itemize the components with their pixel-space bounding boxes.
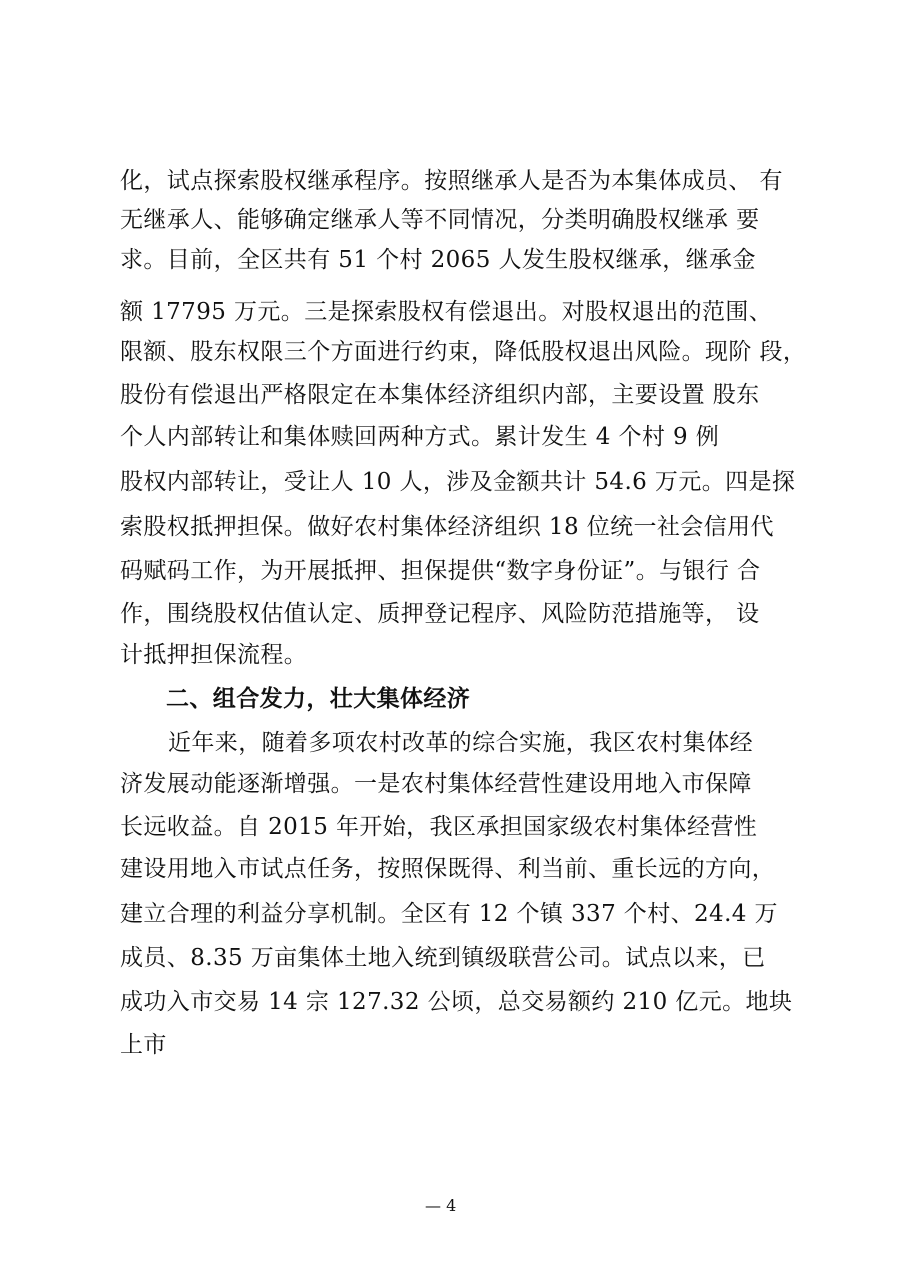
paragraph-line: 作，围绕股权估值认定、质押登记程序、风险防范措施等， 设 (120, 601, 760, 627)
paragraph-line: 成功入市交易 14 宗 127.32 公顷，总交易额约 210 亿元。地块 (120, 989, 793, 1015)
paragraph-line: 股权内部转让，受让人 10 人，涉及金额共计 54.6 万元。四是探 (120, 469, 796, 495)
section-heading: 二、组合发力，壮大集体经济 (166, 686, 471, 712)
paragraph-line: 计抵押担保流程。 (120, 642, 308, 668)
paragraph-line: 建设用地入市试点任务，按照保既得、利当前、重长远的方向， (120, 856, 776, 882)
paragraph-line: 济发展动能逐渐增强。一是农村集体经营性建设用地入市保障 (120, 771, 752, 797)
paragraph-line: 近年来，随着多项农村改革的综合实施，我区农村集体经 (168, 730, 753, 756)
paragraph-line: 个人内部转让和集体赎回两种方式。累计发生 4 个村 9 例 (120, 424, 720, 450)
paragraph-line: 上市 (120, 1032, 167, 1058)
paragraph-line: 额 17795 万元。三是探索股权有偿退出。对股权退出的范围、 (120, 299, 773, 325)
paragraph-line: 限额、股东权限三个方面进行约束，降低股权退出风险。现阶 段， (120, 339, 807, 365)
paragraph-line: 建立合理的利益分享机制。全区有 12 个镇 337 个村、24.4 万 (120, 901, 778, 927)
paragraph-line: 化，试点探索股权继承程序。按照继承人是否为本集体成员、 有 (120, 168, 783, 194)
paragraph-line: 股份有偿退出严格限定在本集体经济组织内部，主要设置 股东 (120, 382, 760, 408)
paragraph-line: 码赋码工作，为开展抵押、担保提供“数字身份证”。与银行 合 (120, 558, 761, 584)
paragraph-line: 索股权抵押担保。做好农村集体经济组织 18 位统一社会信用代 (120, 514, 774, 540)
paragraph-line: 求。目前，全区共有 51 个村 2065 人发生股权继承，继承金 (120, 247, 756, 273)
page-number: — 4 (425, 1196, 457, 1215)
paragraph-line: 成员、8.35 万亩集体土地入统到镇级联营公司。试点以来，已 (120, 945, 766, 971)
paragraph-line: 长远收益。自 2015 年开始，我区承担国家级农村集体经营性 (120, 814, 758, 840)
paragraph-line: 无继承人、能够确定继承人等不同情况，分类明确股权继承 要 (120, 207, 760, 233)
